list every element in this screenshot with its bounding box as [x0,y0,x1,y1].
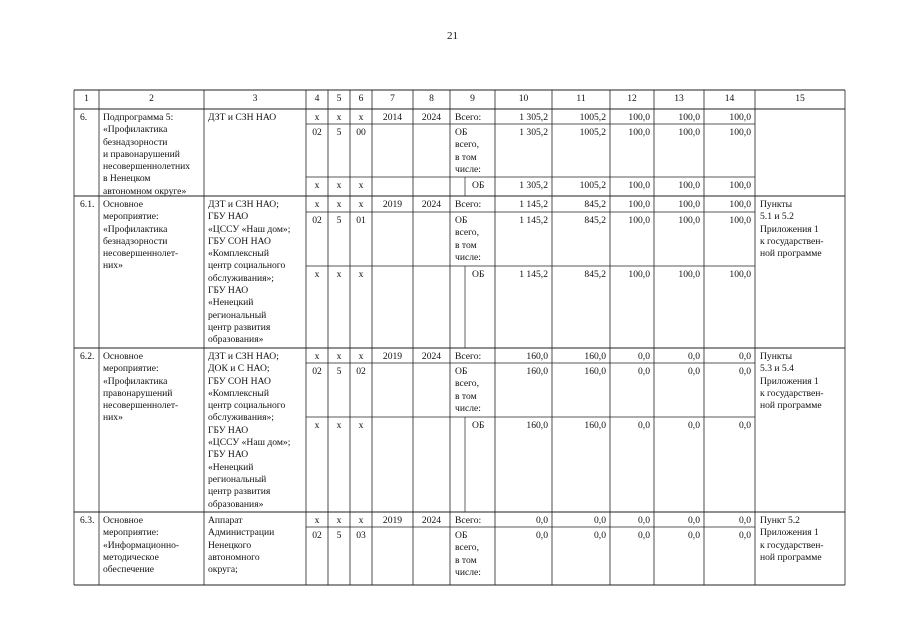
amount-cell: 100,0 [678,112,700,123]
amount-cell: 1005,2 [579,112,606,123]
code-cell: 5 [336,215,342,226]
amount-cell: 1005,2 [579,180,606,191]
row-name: Подпрограмма 5: «Профилактика безнадзорности и правонарушений несовершеннолетних в Ненецком автономном округе» [103,112,191,197]
end-year: 2024 [421,112,442,123]
column-header-3: 3 [252,93,258,104]
column-header-2: 2 [149,93,154,104]
ob-sub-label: ОБ [472,420,485,431]
total-label: Всего: [455,351,482,362]
start-year: 2014 [382,112,403,123]
column-header-7: 7 [390,93,395,104]
amount-cell: 845,2 [584,269,606,280]
amount-cell: 160,0 [526,420,548,431]
column-header-15: 15 [795,93,805,104]
code-cell: х [314,269,320,280]
amount-cell: 0,0 [638,530,650,541]
ob-sub-label: ОБ [472,269,485,280]
row-number: 6.3. [80,515,95,526]
code-cell: х [358,199,364,210]
code-cell: х [314,351,320,362]
amount-cell: 0,0 [638,366,650,377]
amount-cell: 0,0 [739,530,751,541]
amount-cell: 100,0 [678,215,700,226]
code-cell: х [358,351,364,362]
amount-cell: 1 145,2 [519,269,548,280]
amount-cell: 100,0 [729,269,751,280]
row-number: 6.2. [80,351,95,362]
amount-cell: 160,0 [584,351,606,362]
ob-label: ОБ всего, в том числе: [455,127,481,175]
row-number: 6.1. [80,199,95,210]
amount-cell: 100,0 [628,215,650,226]
amount-cell: 160,0 [584,366,606,377]
end-year: 2024 [421,199,442,210]
ob-label: ОБ всего, в том числе: [455,215,481,263]
code-cell: 02 [356,366,366,377]
column-header-12: 12 [627,93,637,104]
amount-cell: 1 305,2 [519,112,548,123]
amount-cell: 0,0 [688,530,700,541]
column-header-9: 9 [470,93,475,104]
code-cell: х [358,112,364,123]
code-cell: х [336,112,342,123]
column-header-6: 6 [358,93,364,104]
column-header-5: 5 [336,93,342,104]
amount-cell: 100,0 [729,215,751,226]
amount-cell: 100,0 [628,269,650,280]
row-executor: ДЗТ и СЗН НАО [208,112,277,123]
start-year: 2019 [382,351,403,362]
code-cell: х [336,199,342,210]
code-cell: 03 [356,530,366,541]
amount-cell: 0,0 [688,515,700,526]
total-label: Всего: [455,112,482,123]
amount-cell: 100,0 [628,180,650,191]
amount-cell: 1005,2 [579,127,606,138]
amount-cell: 0,0 [638,420,650,431]
amount-cell: 1 145,2 [519,215,548,226]
code-cell: 5 [336,366,342,377]
amount-cell: 160,0 [526,351,548,362]
ob-sub-label: ОБ [472,180,485,191]
code-cell: 5 [336,530,342,541]
amount-cell: 100,0 [628,127,650,138]
row-number: 6. [80,112,88,123]
amount-cell: 0,0 [688,366,700,377]
amount-cell: 0,0 [594,515,606,526]
amount-cell: 1 305,2 [519,180,548,191]
column-header-1: 1 [84,93,89,104]
code-cell: х [314,112,320,123]
column-header-14: 14 [724,93,735,104]
row-executor: ДЗТ и СЗН НАО; ДОК и С НАО; ГБУ СОН НАО «Комплексный центр социального обслуживания»; ГБУ НАО «ЦССУ «Наш дом»; ГБУ НАО «Ненецкий региональный центр развития образования» [208,351,291,510]
amount-cell: 160,0 [584,420,606,431]
ob-label: ОБ всего, в том числе: [455,366,481,414]
code-cell: 5 [336,127,342,138]
code-cell: х [314,420,320,431]
code-cell: 02 [312,530,322,541]
amount-cell: 100,0 [729,199,751,210]
amount-cell: 100,0 [729,112,751,123]
row-note: Пункт 5.2 Приложения 1 к государствен- ной программе [760,515,824,563]
code-cell: х [314,180,320,191]
row-name: Основное мероприятие: «Профилактика безнадзорности несовершеннолет- них» [103,199,179,272]
column-header-13: 13 [674,93,684,104]
code-cell: х [314,199,320,210]
amount-cell: 160,0 [526,366,548,377]
code-cell: х [358,180,364,191]
amount-cell: 100,0 [729,127,751,138]
start-year: 2019 [382,199,403,210]
total-label: Всего: [455,515,482,526]
code-cell: 01 [356,215,366,226]
code-cell: х [336,351,342,362]
amount-cell: 0,0 [638,515,650,526]
row-note: Пункты 5.3 и 5.4 Приложения 1 к государствен- ной программе [760,351,824,412]
amount-cell: 0,0 [536,530,548,541]
amount-cell: 0,0 [594,530,606,541]
code-cell: х [358,515,364,526]
code-cell: 02 [312,366,322,377]
amount-cell: 100,0 [678,127,700,138]
amount-cell: 0,0 [688,351,700,362]
code-cell: 00 [356,127,366,138]
amount-cell: 1 305,2 [519,127,548,138]
amount-cell: 845,2 [584,199,606,210]
amount-cell: 100,0 [729,180,751,191]
amount-cell: 0,0 [739,366,751,377]
amount-cell: 0,0 [739,351,751,362]
code-cell: х [358,269,364,280]
code-cell: х [358,420,364,431]
code-cell: х [336,515,342,526]
amount-cell: 100,0 [678,199,700,210]
column-header-10: 10 [518,93,529,104]
end-year: 2024 [421,351,442,362]
amount-cell: 100,0 [678,180,700,191]
code-cell: х [314,515,320,526]
ob-label: ОБ всего, в том числе: [455,530,481,578]
column-header-8: 8 [429,93,434,104]
amount-cell: 0,0 [536,515,548,526]
column-header-4: 4 [314,93,320,104]
amount-cell: 845,2 [584,215,606,226]
row-note: Пункты 5.1 и 5.2 Приложения 1 к государствен- ной программе [760,199,824,260]
amount-cell: 0,0 [688,420,700,431]
total-label: Всего: [455,199,482,210]
amount-cell: 100,0 [678,269,700,280]
code-cell: х [336,180,342,191]
row-name: Основное мероприятие: «Информационно- методическое обеспечение [103,515,180,576]
row-executor: ДЗТ и СЗН НАО; ГБУ НАО «ЦССУ «Наш дом»; ГБУ СОН НАО «Комплексный центр социального обслуживания»; ГБУ НАО «Ненецкий региональный центр развития образования» [208,199,291,346]
amount-cell: 100,0 [628,112,650,123]
amount-cell: 1 145,2 [519,199,548,210]
page-number: 21 [447,30,458,42]
amount-cell: 0,0 [739,420,751,431]
row-name: Основное мероприятие: «Профилактика правонарушений несовершеннолет- них» [103,351,179,424]
code-cell: х [336,420,342,431]
start-year: 2019 [382,515,403,526]
end-year: 2024 [421,515,442,526]
amount-cell: 100,0 [628,199,650,210]
code-cell: 02 [312,215,322,226]
row-executor: Аппарат Администрации Ненецкого автономного округа; [208,515,275,576]
code-cell: 02 [312,127,322,138]
amount-cell: 0,0 [739,515,751,526]
code-cell: х [336,269,342,280]
amount-cell: 0,0 [638,351,650,362]
column-header-11: 11 [576,93,586,104]
